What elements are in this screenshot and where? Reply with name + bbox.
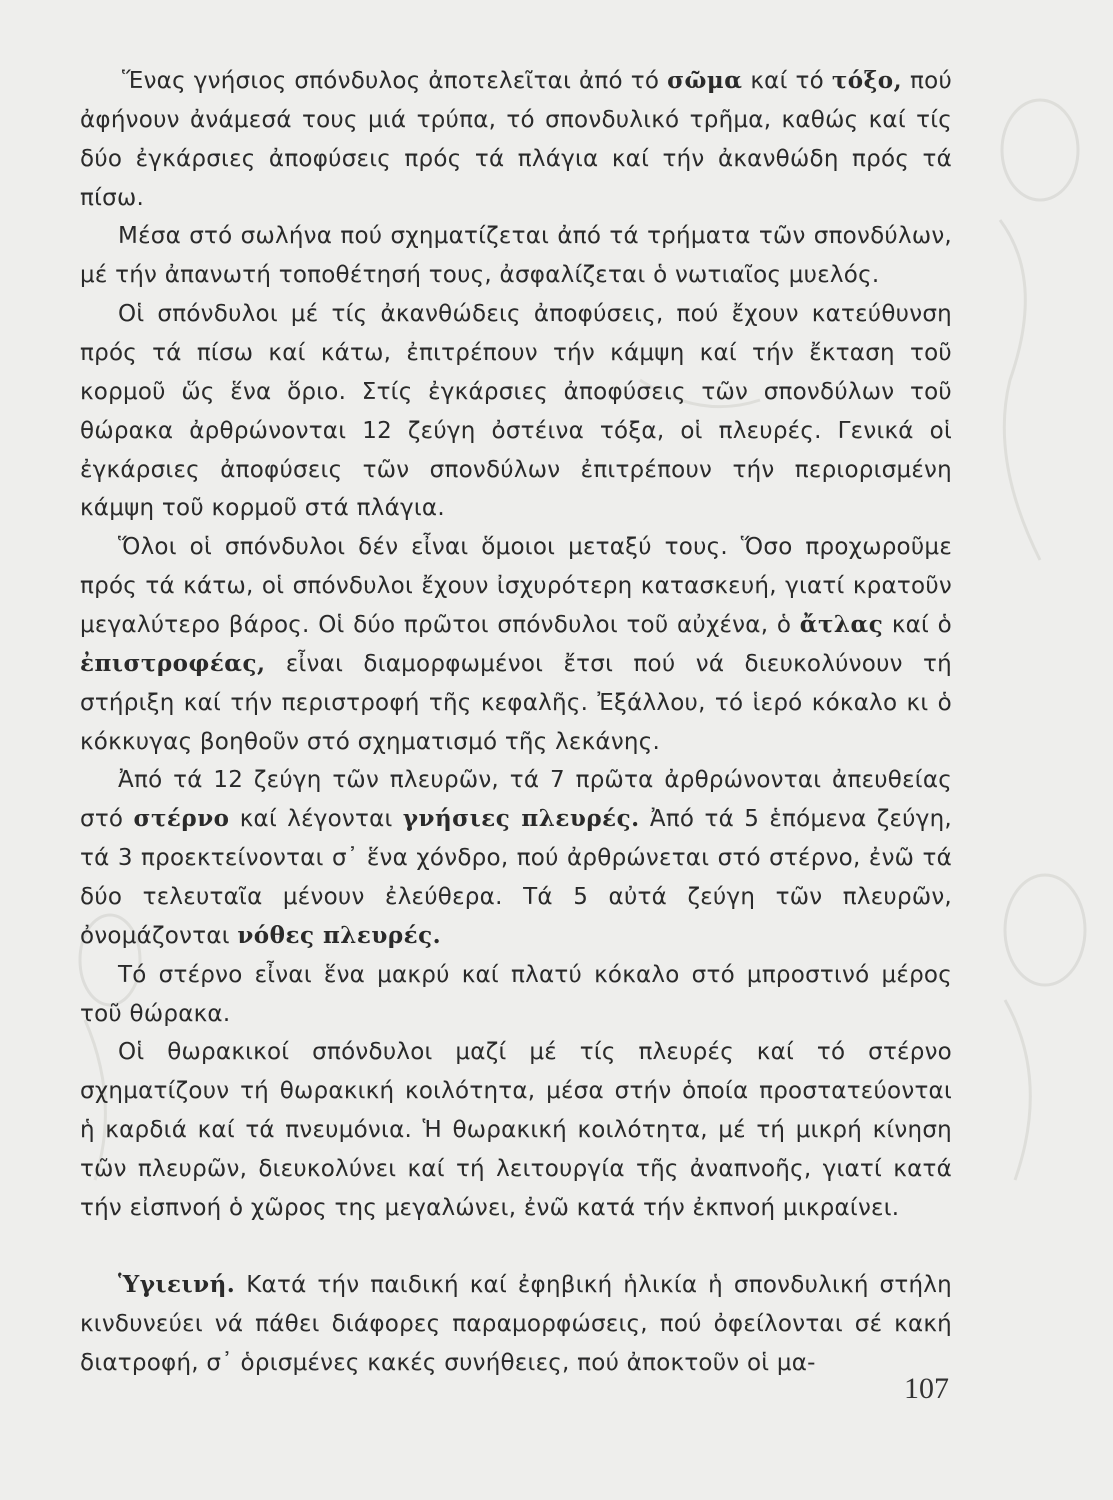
bold-term: τόξο, — [831, 67, 903, 94]
paragraph-thoracic-cavity — [80, 1033, 952, 1227]
bold-term: νόθες πλευρές. — [237, 921, 442, 949]
text-run: Κατά τήν παιδική καί ἐφηβική ἡλικία ἡ σπονδυλική στήλη κινδυνεύει νά πάθει διάφορες παραμορφώσεις, πού ὀφείλονται σέ κακή διατροφή, σ᾽ ὁρισμένες κακές συνήθειες, πού ἀποκτοῦν οἱ μα- — [80, 1271, 952, 1376]
page-number: 107 — [904, 1372, 949, 1405]
text-run: Οἱ σπόνδυλοι μέ τίς ἀκανθώδεις ἀποφύσεις, πού ἔχουν κατεύθυνση πρός τά πίσω καί κάτω, ἐπιτρέπουν τήν κάμψη καί τήν ἔκταση τοῦ κορμοῦ ὥς ἕνα ὅριο. Στίς ἐγκάρσιες ἀποφύσεις τῶν σπονδύλων τοῦ θώρακα ἀρθρώνονται 12 ζεύγη ὀστέινα τόξα, οἱ πλευρές. Γενικά οἱ ἐγκάρσιες ἀποφύσεις τῶν σπονδύλων ἐπιτρέπουν τήν περιορισμένη κάμψη τοῦ κορμοῦ στά πλάγια. — [80, 301, 952, 522]
text-run: Ὅλοι οἱ σπόνδυλοι δέν εἶναι ὅμοιοι μεταξύ τους. Ὅσο προχωροῦμε πρός τά κάτω, οἱ σπόνδυλοι ἔχουν ἰσχυρότερη κατασκευή, γιατί κρατοῦν μεγαλύτερο βάρος. Οἱ δύο πρῶτοι σπόνδυλοι τοῦ αὐχένα, ὁ — [80, 534, 952, 639]
paragraph-vertebra-structure — [80, 62, 952, 217]
text-run: Ἀπό τά 5 ἑπόμενα ζεύγη, τά 3 προεκτείνονται σ᾽ ἕνα χόνδρο, πού ἀρθρώνεται στό στέρνο, ἐνῶ τά δύο τελευταῖα μένουν ἐλεύθερα. Τά 5 αὐτά ζεύγη τῶν πλευρῶν, ὀνομάζονται — [80, 806, 952, 949]
bold-term: σῶμα — [667, 67, 743, 94]
bold-term: στέρνο — [133, 805, 230, 833]
paragraph-ribs — [80, 761, 952, 955]
paragraph-vertebra-differences — [80, 528, 952, 761]
bold-term: ἐπιστροφέας, — [80, 649, 266, 677]
text-run: Ἀπό τά 12 ζεύγη τῶν πλευρῶν, τά 7 πρῶτα ἀρθρώνονται ἀπευθείας στό — [80, 767, 952, 833]
text-run: Μέσα στό σωλήνα πού σχηματίζεται ἀπό τά τρήματα τῶν σπονδύλων, μέ τήν ἀπανωτή τοποθέτησή τους, ἀσφαλίζεται ὁ νωτιαῖος μυελός. — [80, 223, 952, 289]
text-run: Τό στέρνο εἶναι ἕνα μακρύ καί πλατύ κόκαλο στό μπροστινό μέρος τοῦ θώρακα. — [80, 961, 952, 1027]
bold-term: γνήσιες πλευρές. — [402, 805, 640, 833]
paragraph-hygiene — [80, 1266, 952, 1383]
text-run: καί ὁ — [883, 612, 952, 639]
text-run: καί λέγονται — [229, 806, 403, 833]
paragraph-spinal-canal — [80, 217, 952, 295]
bold-term: Ὑγιεινή. — [118, 1270, 236, 1298]
bold-term: ἄτλας — [799, 611, 884, 639]
text-run: Οἱ θωρακικοί σπόνδυλοι μαζί μέ τίς πλευρές καί τό στέρνο σχηματίζουν τή θωρακική κοιλότητα, μέσα στήν ὁποία προστατεύονται ἡ καρδιά καί τά πνευμόνια. Ἡ θωρακική κοιλότητα, μέ τή μικρή κίνηση τῶν πλευρῶν, διευκολύνει καί τή λειτουργία τῆς ἀναπνοῆς, γιατί κατά τήν εἰσπνοή ὁ χῶρος της μεγαλώνει, ἐνῶ κατά τήν ἐκπνοή μικραίνει. — [80, 1039, 952, 1221]
text-run: εἶναι διαμορφωμένοι ἔτσι πού νά διευκολύνουν τή στήριξη καί τήν περιστροφή τῆς κεφαλῆς. Ἐξάλλου, τό ἱερό κόκαλο κι ὁ κόκκυγας βοηθοῦν στό σχηματισμό τῆς λεκάνης. — [80, 650, 952, 755]
paragraph-spinous-processes — [80, 295, 952, 528]
text-run: Ἕνας γνήσιος σπόνδυλος ἀποτελεῖται ἀπό τό — [122, 68, 668, 94]
body-text — [80, 62, 952, 1382]
paragraph-sternum — [80, 956, 952, 1034]
text-run: καί τό — [742, 68, 832, 94]
text-run: πού ἀφήνουν ἀνάμεσά τους μιά τρύπα, τό σπονδυλικό τρῆμα, καθώς καί τίς δύο ἐγκάρσιες ἀποφύσεις πρός τά πλάγια καί τήν ἀκανθώδη πρός τά πίσω. — [80, 68, 952, 211]
